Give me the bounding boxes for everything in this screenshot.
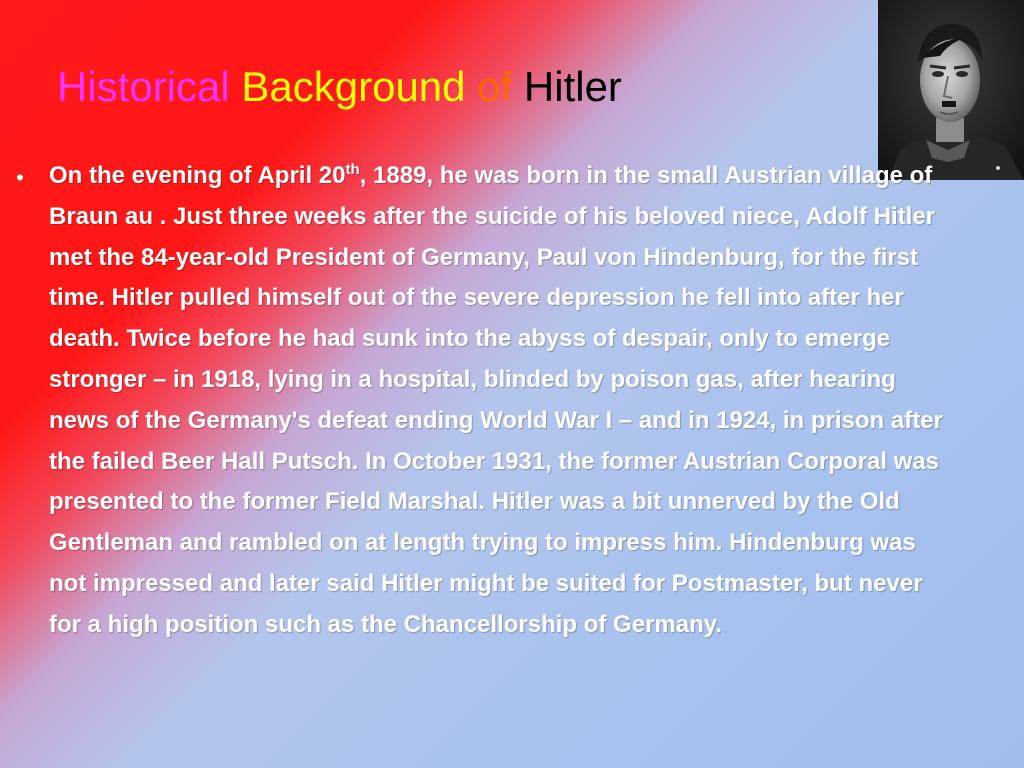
list-item: [16, 156, 952, 646]
portrait-photo: [878, 0, 1024, 180]
title-word-hitler: Hitler: [523, 63, 622, 110]
bullet-list: [16, 156, 952, 646]
slide-title: [57, 62, 622, 112]
title-word-historical: Historical: [57, 63, 230, 110]
bullet-text-sup: th: [345, 161, 360, 178]
portrait-photo-icon: [878, 0, 1024, 180]
title-word-background: Background: [241, 63, 466, 110]
title-word-of: of: [477, 63, 513, 110]
bullet-text: [49, 162, 943, 638]
bullet-icon: •: [16, 165, 24, 190]
bullet-text-lead: On the evening of April 20: [49, 162, 346, 189]
bullet-text-body: , 1889, he was born in the small Austrian village of Braun au . Just three weeks after the suicide of his beloved niece, Adolf Hitler met the 84-year-old President of Germany, Paul von Hindenburg, for the first time. Hitler pulled himself out of the severe depression he fell into after her death. Twice before he had sunk into the abyss of despair, only to emerge stronger – in 1918, lying in a hospital, blinded by poison gas, after hearing news of the Germany's defeat ending World War I – and in 1924, in prison after the failed Beer Hall Putsch. In October 1931, the former Austrian Corporal was presented to the former Field Marshal. Hitler was a bit unnerved by the Old Gentleman and rambled on at length trying to impress him. Hindenburg was not impressed and later said Hitler might be suited for Postmaster, but never for a high position such as the Chancellorship of Germany.: [49, 162, 943, 638]
